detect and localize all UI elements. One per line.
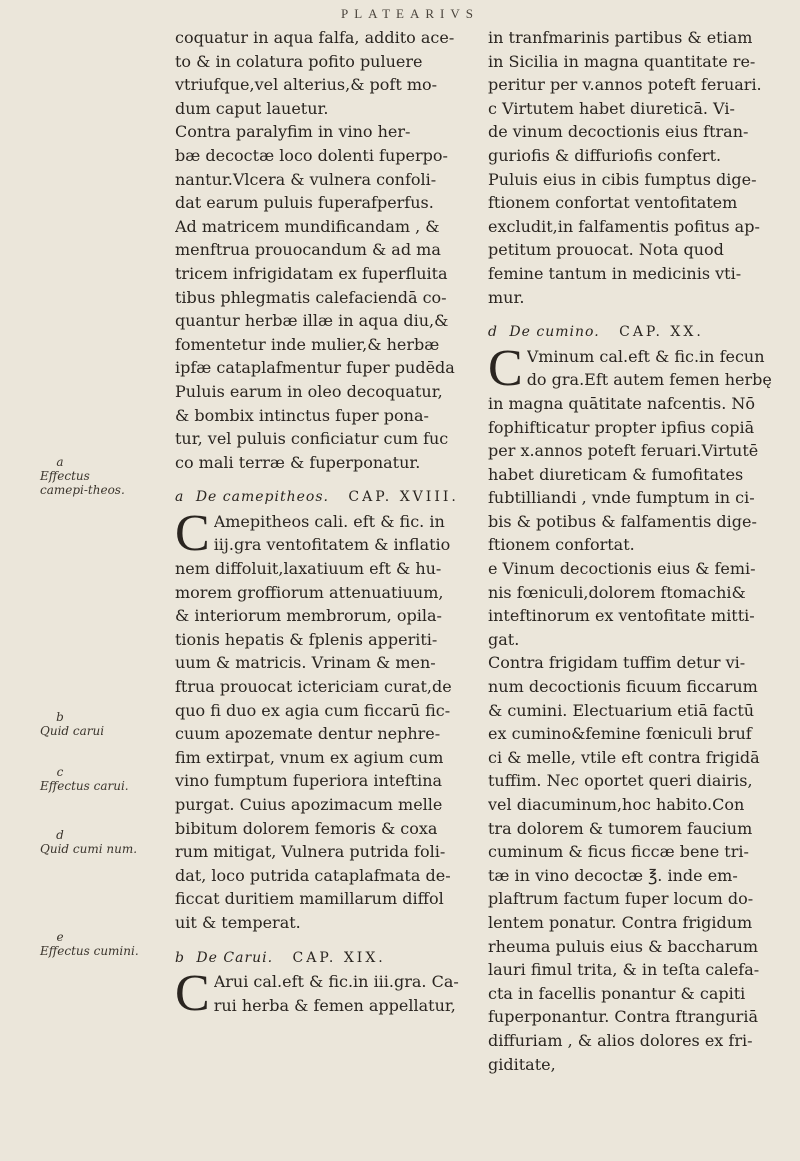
text-line: fim extirpat, vnum ex agium cum <box>175 747 444 767</box>
margin-note-text: Effectus carui. <box>40 779 129 793</box>
text-line: e Vinum decoctionis eius & femi- <box>488 559 756 579</box>
chapter-heading-carui <box>175 947 477 971</box>
margin-note-text: Effectus cumini. <box>40 944 139 958</box>
text-line: ex cumino&femine fœniculi bruf <box>488 724 752 744</box>
text-line: nem diffoluit,laxatiuum eft & hu- <box>175 559 442 579</box>
text-line: in tranfmarinis partibus & etiam <box>488 28 753 47</box>
right-text-block-2 <box>488 339 788 1076</box>
text-line: quo fi duo ex agia cum ficcarū fic- <box>175 700 451 720</box>
text-line: petitum prouocat. Nota quod <box>488 240 724 260</box>
text-line: c Virtutem habet diureticā. Vi- <box>488 98 735 118</box>
margin-note-mark: b <box>56 710 64 724</box>
text-line: uum & matricis. Vrinam & men- <box>175 653 436 673</box>
text-line: in Sicilia in magna quantitate re- <box>488 51 756 71</box>
text-line: Puluis earum in oleo decoquatur, <box>175 381 443 401</box>
text-line: Puluis eius in cibis fumptus dige- <box>488 169 757 189</box>
text-line: fubtilliandi , vnde fumptum in ci- <box>488 488 755 508</box>
text-line: cuminum & ficus ficcæ bene tri- <box>488 842 749 862</box>
text-line: rum mitigat, Vulnera putrida foli- <box>175 842 446 862</box>
heading-chapter: CAP. XIX. <box>292 949 386 966</box>
text-line: cuum apozemate dentur nephre- <box>175 724 441 744</box>
text-line: nantur.Vlcera & vulnera confoli- <box>175 169 437 189</box>
text-line: ficcat duritiem mamillarum diffol <box>175 889 444 909</box>
text-line: tricem infrigidatam ex fuperfluita <box>175 263 448 283</box>
margin-note-text: Quid cumi num. <box>40 842 138 856</box>
text-line: ci & melle, vtile eft contra frigidā <box>488 747 760 767</box>
text-line: ftionem confortat. <box>488 535 635 555</box>
heading-title: De cumino. <box>509 324 600 341</box>
text-line: peritur per v.annos poteft feruari. <box>488 75 762 95</box>
text-line: de vinum decoctionis eius ftran- <box>488 122 749 142</box>
heading-mark: d <box>488 324 498 341</box>
margin-note-text: Effectus camepi-theos. <box>40 469 125 497</box>
text-line: habet diureticam & fumofitates <box>488 464 744 484</box>
text-line: ftionem confortat ventofitatem <box>488 193 738 213</box>
right-text-block-1 <box>488 26 788 309</box>
right-column <box>488 26 788 1076</box>
text-line: to & in colatura pofito puluere <box>175 51 423 71</box>
text-line: & interiorum membrorum, opila- <box>175 606 442 626</box>
text-line: purgat. Cuius apozimacum melle <box>175 795 443 814</box>
left-text-block-3 <box>175 965 477 1023</box>
chapter-heading-camepitheos <box>175 486 477 510</box>
text-line: diffuriam , & alios dolores ex fri- <box>488 1030 753 1050</box>
text-line: dat earum puluis fuperafperfus. <box>175 193 434 213</box>
text-line: ftrua prouocat ictericiam curat,de <box>175 677 452 697</box>
text-line: Amepitheos cali. eft & fic. in <box>213 511 445 531</box>
heading-chapter: CAP. XVIII. <box>348 489 459 506</box>
drop-capital: C <box>175 504 210 562</box>
text-line: nis fœniculi,dolorem ftomachi& <box>488 582 746 602</box>
text-line: rui herba & femen appellatur, <box>213 995 456 1015</box>
margin-note-mark: d <box>56 828 64 842</box>
margin-note-text: Quid carui <box>40 724 105 738</box>
text-line: lauri fimul trita, & in teſta calefa- <box>488 960 760 980</box>
margin-note-d <box>40 828 140 856</box>
text-line: excludit,in falfamentis pofitus ap- <box>488 216 760 236</box>
text-line: vino fumptum fuperiora inteftina <box>175 771 443 791</box>
text-line: ipfæ cataplafmentur fuper pudēda <box>175 358 455 378</box>
text-line: per x.annos poteft feruari.Virtutē <box>488 441 759 461</box>
text-line: bis & potibus & falfamentis dige- <box>488 511 757 531</box>
text-line: tibus phlegmatis calefaciendā co- <box>175 287 447 307</box>
margin-note-mark: e <box>56 930 64 944</box>
text-line: rheuma puluis eius & baccharum <box>488 936 759 956</box>
text-line: tuffim. Nec oportet queri diairis, <box>488 771 753 791</box>
running-head: PLATEARIVS <box>340 6 479 21</box>
left-column <box>175 26 477 1023</box>
chapter-heading-cumino <box>488 321 788 345</box>
text-line: fuperponantur. Contra ftranguriā <box>488 1007 758 1027</box>
text-line: fophifticatur propter ipfius copiā <box>488 417 755 437</box>
text-line: inteftinorum ex ventofitate mitti- <box>488 606 755 626</box>
text-line: & cumini. Electuarium etiā factū <box>488 700 755 720</box>
left-text-block-2 <box>175 504 477 935</box>
text-line: bæ decoctæ loco dolenti fuperpo- <box>175 145 448 165</box>
heading-title: De camepitheos. <box>195 489 329 506</box>
text-line: tæ in vino decoctæ ℥. inde em- <box>488 865 738 885</box>
drop-capital: C <box>175 965 210 1023</box>
margin-note-b <box>40 710 140 738</box>
margin-note-e <box>40 930 140 958</box>
text-line: Contra frigidam tuffim detur vi- <box>488 653 746 673</box>
text-line: coquatur in aqua falfa, addito ace- <box>175 28 455 47</box>
text-line: do gra.Eft autem femen herbę <box>526 370 772 390</box>
text-line: Ad matricem mundificandam , & <box>175 216 440 236</box>
text-line: femine tantum in medicinis vti- <box>488 263 742 283</box>
text-line: morem groffiorum attenuatiuum, <box>175 582 444 602</box>
text-line: tra dolorem & tumorem faucium <box>488 818 753 838</box>
heading-chapter: CAP. XX. <box>619 324 704 341</box>
text-line: tur, vel puluis conficiatur cum fuc <box>175 429 449 449</box>
text-line: Vminum cal.eft & fic.in fecun <box>526 346 765 366</box>
text-line: dum caput lauetur. <box>175 98 329 118</box>
margin-note-c <box>40 765 140 793</box>
heading-mark: a <box>175 489 185 506</box>
text-line: lentem ponatur. Contra frigidum <box>488 912 753 932</box>
text-line: vtriufque,vel alterius,& poft mo- <box>175 75 438 95</box>
text-line: tionis hepatis & fplenis apperiti- <box>175 629 438 649</box>
drop-capital: C <box>488 339 523 397</box>
heading-mark: b <box>175 949 185 966</box>
margin-note-a <box>40 455 140 497</box>
text-line: guriofis & diffuriofis confert. <box>488 145 722 165</box>
text-line: gat. <box>488 629 520 649</box>
heading-title: De Carui. <box>196 949 274 966</box>
text-line: iij.gra ventofitatem & inflatio <box>213 535 451 555</box>
margin-note-mark: c <box>56 765 64 779</box>
text-line: uit & temperat. <box>175 912 301 932</box>
text-line: in magna quātitate nafcentis. Nō <box>488 393 756 413</box>
text-line: dat, loco putrida cataplafmata de- <box>175 865 451 885</box>
text-line: giditate, <box>488 1054 556 1074</box>
left-text-block-1 <box>175 26 477 474</box>
text-line: vel diacuminum,hoc habito.Con <box>488 795 745 814</box>
text-line: num decoctionis ficuum ficcarum <box>488 677 758 697</box>
text-line: Contra paralyfim in vino her- <box>175 122 411 142</box>
text-line: menftrua prouocandum & ad ma <box>175 240 441 260</box>
text-line: quantur herbæ illæ in aqua diu,& <box>175 311 449 331</box>
text-line: fomentetur inde mulier,& herbæ <box>175 334 440 354</box>
text-line: cta in facellis ponantur & capiti <box>488 983 746 1003</box>
text-line: & bombix intinctus fuper pona- <box>175 405 429 425</box>
text-line: bibitum dolorem femoris & coxa <box>175 818 438 838</box>
text-line: Arui cal.eft & fic.in iii.gra. Ca- <box>213 972 459 992</box>
text-line: co mali terræ & fuperponatur. <box>175 452 421 472</box>
margin-note-mark: a <box>56 455 64 469</box>
text-line: plaftrum factum fuper locum do- <box>488 889 754 909</box>
text-line: mur. <box>488 287 525 307</box>
